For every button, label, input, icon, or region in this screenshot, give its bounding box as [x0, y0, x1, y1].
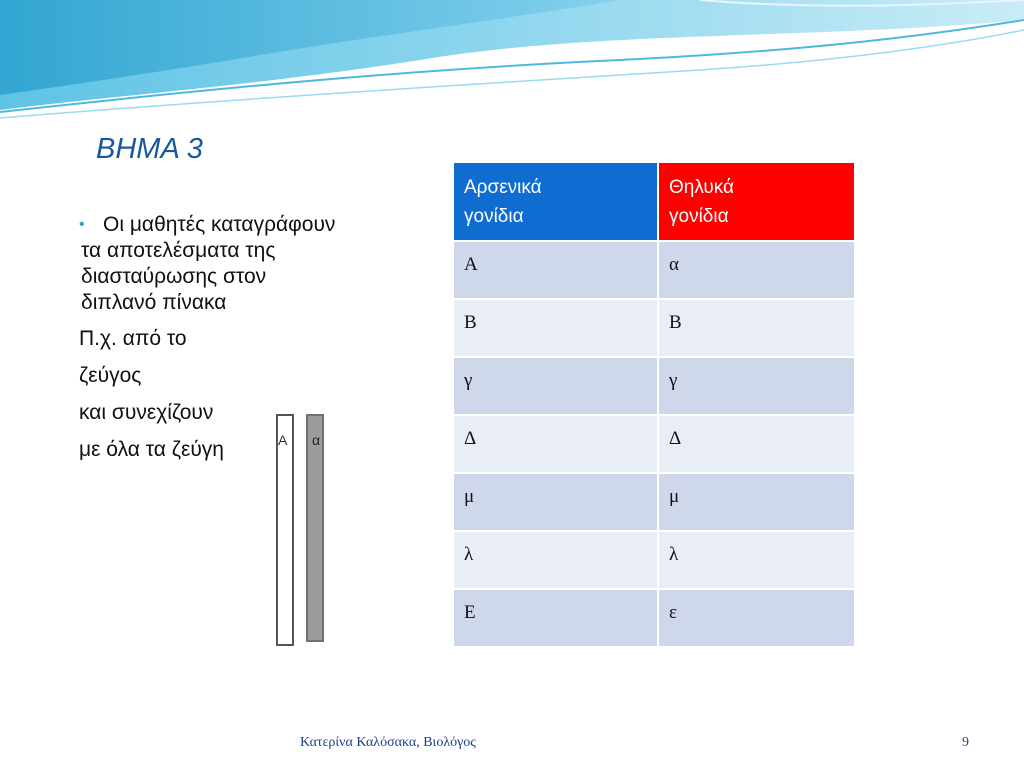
female-gene-cell: Δ [658, 415, 855, 473]
chromosome-pair-illustration [272, 410, 334, 655]
male-gene-cell: Β [453, 299, 658, 357]
bullet-dot-icon: • [79, 216, 85, 233]
table-row [453, 357, 855, 415]
male-gene-cell: Α [453, 241, 658, 299]
header-female-label: Θηλυκά γονίδια [669, 177, 735, 227]
chromosome-label-left: Α [278, 432, 288, 448]
table-row [453, 589, 855, 647]
table-row [453, 299, 855, 357]
bullet-text: Οι μαθητές καταγράφουν τα αποτελέσματα της διασταύρωσης στον διπλανό πίνακα [81, 213, 336, 314]
header-male-label: Αρσενικά γονίδια [464, 177, 542, 227]
header-wave-decoration [0, 0, 1024, 130]
male-gene-cell: Δ [453, 415, 658, 473]
male-gene-cell: Ε [453, 589, 658, 647]
chromosome-label-right: α [312, 432, 321, 448]
header-female-genes [658, 162, 855, 241]
female-gene-cell: γ [658, 357, 855, 415]
page-number: 9 [962, 735, 969, 750]
table-row [453, 531, 855, 589]
header-male-genes [453, 162, 658, 241]
table-row [453, 473, 855, 531]
slide-title: ΒΗΜΑ 3 [96, 133, 203, 165]
table-row [453, 415, 855, 473]
bullet-paragraph [79, 212, 339, 316]
chromosome-left [276, 414, 294, 646]
male-gene-cell: μ [453, 473, 658, 531]
female-gene-cell: λ [658, 531, 855, 589]
body-line-3: και συνεχίζουν [79, 401, 214, 424]
female-gene-cell: Β [658, 299, 855, 357]
female-gene-cell: ε [658, 589, 855, 647]
footer-author: Κατερίνα Καλόσακα, Βιολόγος [300, 735, 476, 750]
body-line-4: με όλα τα ζεύγη [79, 438, 224, 461]
chromosome-right [306, 414, 324, 642]
female-gene-cell: α [658, 241, 855, 299]
body-line-2: ζεύγος [79, 364, 142, 387]
male-gene-cell: γ [453, 357, 658, 415]
female-gene-cell: μ [658, 473, 855, 531]
table-row [453, 241, 855, 299]
genes-table [452, 161, 856, 648]
body-line-1: Π.χ. από το [79, 327, 187, 350]
male-gene-cell: λ [453, 531, 658, 589]
